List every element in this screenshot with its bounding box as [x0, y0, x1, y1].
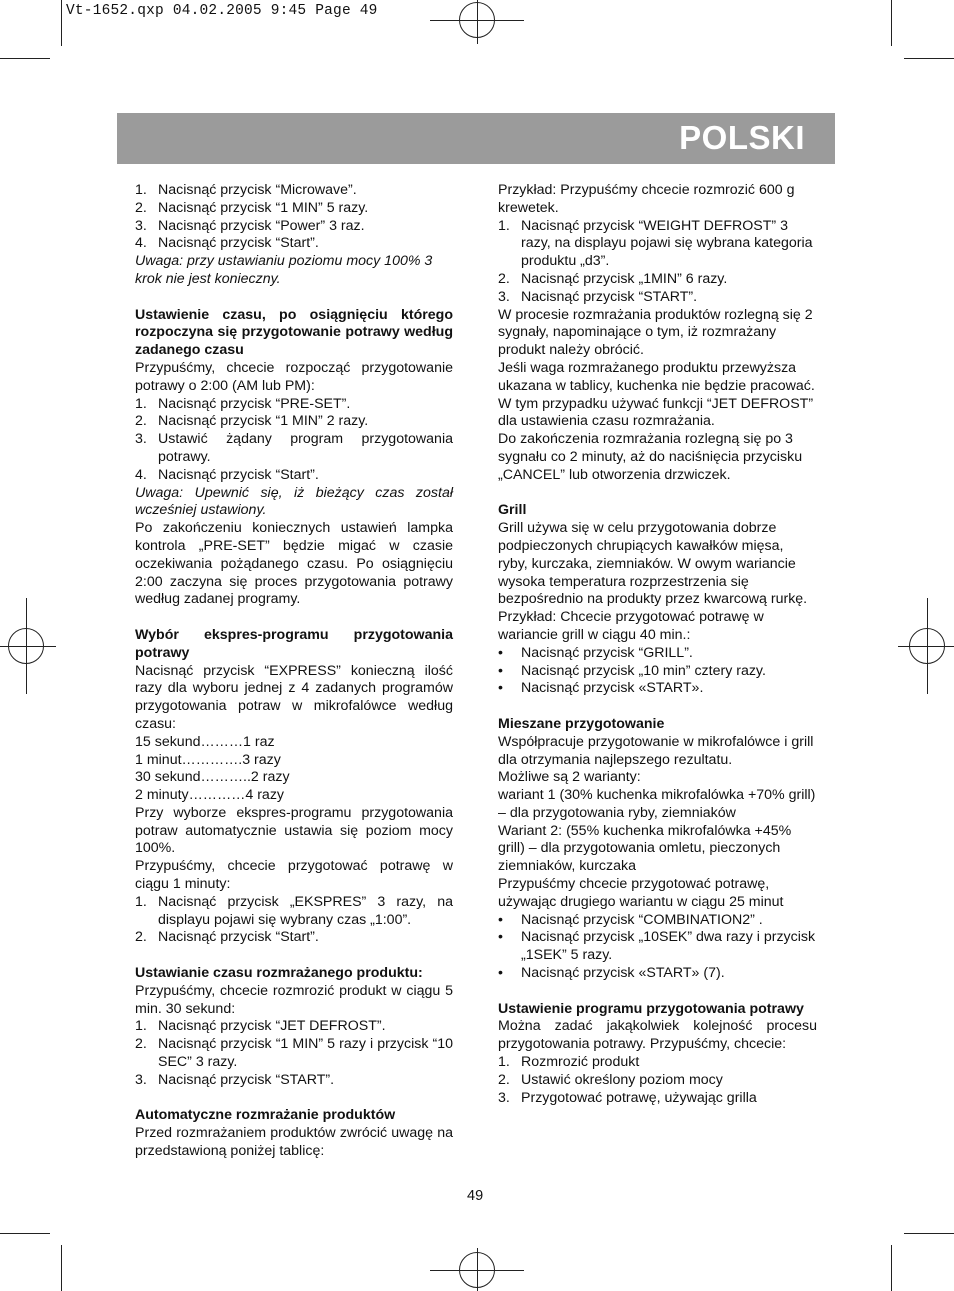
page-number: 49 [467, 1188, 484, 1204]
list-item: 3. Ustawić żądany program przygotowania potrawy. [135, 431, 453, 465]
list-item: • Nacisnąć przycisk „10SEK” dwa razy i przycisk „1SEK” 5 razy. [498, 929, 816, 964]
crop-mark [61, 0, 62, 46]
paragraph: Nacisnąć przycisk “EXPRESS” konieczną ilość razy dla wyboru jednej z 4 zadanych programów przygotowania potraw w mikrofalówce według czasu: [135, 662, 453, 732]
crop-mark [61, 1245, 62, 1291]
list-item: 3. Nacisnąć przycisk “START”. [498, 288, 698, 305]
paragraph: Po zakończeniu koniecznych ustawień lampka kontrola „PRE-SET” będzie migać w czasie oczekiwania pożądanego czasu. Po osiągnięciu 2:00 zaczyna się proces przygotowania potrawy według zadanej programy. [135, 520, 453, 608]
section-heading: Ustawienie programu przygotowania potrawy [498, 1000, 804, 1017]
crop-mark [904, 58, 954, 59]
steps-list [135, 182, 453, 253]
list-item: 2. Nacisnąć przycisk “1 MIN” 5 razy i przycisk “10 SEC” 3 razy. [135, 1036, 453, 1071]
list-item: 2. Nacisnąć przycisk „1MIN” 6 razy. [498, 270, 728, 287]
list-item: 1. Nacisnąć przycisk „EKSPRES” 3 razy, na displayu pojawi się wybrany czas „1:00”. [135, 893, 453, 928]
paragraph: Przykład: Przypuśćmy chcecie rozmrozić 600 g krewetek. [498, 182, 795, 216]
registration-circle [909, 628, 945, 664]
bullet-icon: • [498, 644, 503, 661]
list-item: 1 minut………….3 razy [135, 751, 281, 768]
section-heading: Ustawianie czasu rozmrażanego produktu: [135, 965, 423, 982]
list-item: 3. Nacisnąć przycisk “Power” 3 raz. [135, 217, 365, 234]
list-item: • Nacisnąć przycisk “COMBINATION2” . [498, 911, 763, 928]
list-item: 2. Nacisnąć przycisk “1 MIN” 5 razy. [135, 199, 369, 216]
list-item: 1. Rozmrozić produkt [498, 1054, 640, 1071]
list-item: 2. Nacisnąć przycisk “Start”. [135, 929, 319, 946]
steps-list [135, 1018, 453, 1089]
steps-list [135, 396, 453, 485]
note: Uwaga: Upewnić się, iż bieżący czas został wcześniej ustawiony. [135, 484, 453, 519]
paragraph: Przykład: Chcecie przygotować potrawę w wariancie grill w ciągu 40 min.: [498, 609, 764, 643]
list-item: 1. Nacisnąć przycisk “JET DEFROST”. [135, 1018, 386, 1035]
paragraph: Przy wyborze ekspres-programu przygotowania potraw automatycznie ustawia się poziom mocy 100%. [135, 804, 453, 857]
section-heading: Mieszane przygotowanie [498, 715, 665, 732]
paragraph: Grill używa się w celu przygotowania dobrze podpieczonych chrupiących kawałków mięsa, ryby, kurczaka, ziemniaków. W owym wariancie wysoka temperatura rozprzestrzenia się bezpośrednio na produkty przez kwarcową rurkę. [498, 520, 808, 608]
list-item: 2 minuty…………4 razy [135, 787, 285, 804]
paragraph: W procesie rozmrażania produktów rozlegną się 2 sygnały, napominające o tym, iż rozmrażany produkt należy obrócić. [498, 306, 813, 359]
paragraph: Przypuśćmy, chcecie rozmrozić produkt w ciągu 5 min. 30 sekund: [135, 982, 453, 1017]
steps-list [135, 894, 453, 947]
paragraph: Wariant 2: (55% kuchenka mikrofalówka +45% grill) – dla przygotowania omletu, pieczonych ziemniaków, kurczaka [498, 822, 792, 875]
crop-mark [904, 1233, 954, 1234]
paragraph: Jeśli waga rozmrażanego produktu przewyższa ukazana w tablicy, kuchenka nie będzie pracować. W tym przypadku używać funkcji “JET DEFROST” dla ustawienia czasu rozmrażania. [498, 359, 815, 430]
paragraph: Współpracuje przygotowanie w mikrofalówce i grill dla otrzymania najlepszego rezultatu. [498, 733, 814, 768]
paragraph: Przypuśćmy, chcecie przygotować potrawę w ciągu 1 minuty: [135, 858, 453, 893]
express-list [135, 734, 453, 805]
list-item: • Nacisnąć przycisk „10 min” cztery razy. [498, 662, 766, 679]
list-item: 1. Nacisnąć przycisk “Microwave”. [135, 182, 357, 198]
list-item: • Nacisnąć przycisk «START» (7). [498, 965, 725, 982]
list-item: 1. Nacisnąć przycisk “WEIGHT DEFROST” 3 razy, na displayu pojawi się wybrana kategoria produktu „d3”. [498, 217, 813, 270]
section-title: POLSKI [679, 119, 805, 156]
bullet-icon: • [498, 929, 503, 946]
registration-circle [459, 2, 495, 38]
list-item: • Nacisnąć przycisk “GRILL”. [498, 644, 693, 661]
paragraph: Do zakończenia rozmrażania rozlegną się po 3 sygnału co 2 minuty, aż do naciśnięcia przycisku „CANCEL” lub otworzenia drzwiczek. [498, 431, 803, 483]
registration-circle [459, 1252, 495, 1288]
left-column [135, 182, 453, 1161]
list-item: 2. Nacisnąć przycisk “1 MIN” 2 razy. [135, 413, 369, 430]
section-heading: Automatyczne rozmrażanie produktów [135, 1107, 396, 1124]
right-column [498, 182, 817, 1107]
list-item: 15 sekund………1 raz [135, 733, 275, 750]
list-item: 3. Przygotować potrawę, używając grilla [498, 1089, 757, 1106]
paragraph: Możliwe są 2 warianty: [498, 769, 641, 786]
bullet-icon: • [498, 662, 503, 679]
bullet-icon: • [498, 911, 503, 928]
crop-mark [891, 0, 892, 46]
crop-mark [0, 58, 50, 59]
file-slug: Vt-1652.qxp 04.02.2005 9:45 Page 49 [66, 3, 378, 19]
list-item: 4. Nacisnąć przycisk “Start”. [135, 235, 319, 252]
steps-list [498, 218, 817, 307]
list-item: • Nacisnąć przycisk «START». [498, 680, 704, 697]
paragraph: Przed rozmrażaniem produktów zwrócić uwagę na przedstawioną poniżej tablicę: [135, 1125, 453, 1160]
paragraph: wariant 1 (30% kuchenka mikrofalówka +70% grill) – dla przygotowania ryby, ziemniaków [498, 787, 816, 821]
section-heading: Grill [498, 502, 527, 519]
section-heading: Ustawienie czasu, po osiągnięciu którego rozpoczyna się przygotowanie potrawy według zadanego czasu [135, 306, 453, 359]
paragraph: Przypuśćmy chcecie przygotować potrawę, używając drugiego wariantu w ciągu 25 minut [498, 876, 784, 910]
list-item: 4. Nacisnąć przycisk “Start”. [135, 466, 319, 483]
crop-mark [891, 1245, 892, 1291]
note: Uwaga: przy ustawianiu poziomu mocy 100% 3 krok nie jest konieczny. [135, 253, 433, 287]
list-item: 2. Ustawić określony poziom mocy [498, 1071, 723, 1088]
steps-list [498, 1054, 817, 1107]
bullet-icon: • [498, 965, 503, 982]
bullet-icon: • [498, 680, 503, 697]
list-item: 1. Nacisnąć przycisk “PRE-SET”. [135, 395, 351, 412]
crop-mark [0, 1233, 50, 1234]
bullet-list [498, 645, 817, 698]
section-banner [117, 113, 835, 164]
section-heading: Wybór ekspres-programu przygotowania potrawy [135, 626, 453, 661]
bullet-list [498, 912, 817, 983]
list-item: 3. Nacisnąć przycisk “START”. [135, 1071, 335, 1088]
paragraph: Przypuśćmy, chcecie rozpocząć przygotowanie potrawy o 2:00 (AM lub PM): [135, 359, 453, 394]
paragraph: Można zadać jakąkolwiek kolejność procesu przygotowania potrawy. Przypuśćmy, chcecie: [498, 1018, 817, 1053]
registration-circle [8, 628, 44, 664]
list-item: 30 sekund………..2 razy [135, 769, 290, 786]
